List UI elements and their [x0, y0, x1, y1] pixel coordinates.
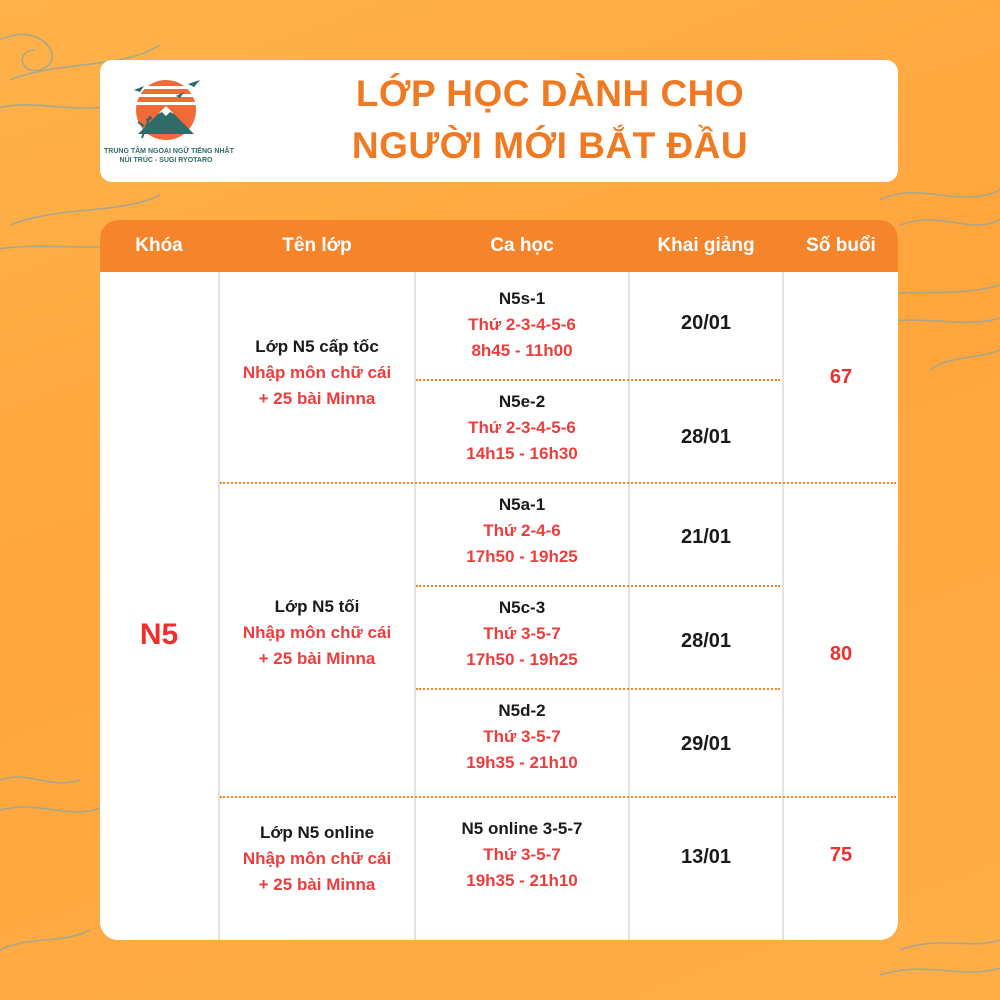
session-cell — [416, 389, 628, 467]
session-time: 17h50 - 19h25 — [466, 650, 578, 669]
session-count: 80 — [829, 643, 853, 665]
start-date: 21/01 — [680, 526, 732, 548]
column-header-class-name: Tên lớp — [282, 235, 352, 256]
session-days: Thứ 3-5-7 — [483, 845, 561, 864]
session-code: N5c-3 — [498, 598, 546, 617]
class-description: + 25 bài Minna — [258, 875, 376, 894]
session-code: N5a-1 — [498, 495, 546, 514]
session-cell — [416, 595, 628, 673]
row-divider — [416, 688, 780, 690]
start-date: 28/01 — [680, 630, 732, 652]
header-card — [100, 60, 898, 182]
column-header-start-date: Khai giảng — [657, 235, 755, 256]
row-divider — [220, 482, 896, 484]
session-days: Thứ 2-3-4-5-6 — [468, 315, 576, 334]
session-time: 19h35 - 21h10 — [466, 753, 578, 772]
session-cell — [416, 816, 628, 894]
class-name: Lớp N5 cấp tốc — [255, 337, 379, 356]
table-header — [100, 220, 898, 272]
column-header-session-count: Số buổi — [806, 235, 876, 256]
session-days: Thứ 3-5-7 — [483, 624, 561, 643]
class-name: Lớp N5 online — [259, 823, 375, 842]
session-days: Thứ 2-3-4-5-6 — [468, 418, 576, 437]
class-name: Lớp N5 tối — [274, 597, 360, 616]
session-cell — [416, 286, 628, 364]
class-description: + 25 bài Minna — [258, 649, 376, 668]
class-description: Nhập môn chữ cái — [242, 849, 392, 868]
session-time: 17h50 - 19h25 — [466, 547, 578, 566]
session-code: N5 online 3-5-7 — [461, 819, 583, 838]
class-description: + 25 bài Minna — [258, 389, 376, 408]
row-divider — [416, 379, 780, 381]
row-divider — [220, 796, 896, 798]
column-header-course: Khóa — [135, 235, 183, 256]
column-header-session: Ca học — [490, 235, 554, 256]
session-count: 75 — [829, 844, 853, 866]
class-name-cell — [220, 594, 414, 672]
session-time: 19h35 - 21h10 — [466, 871, 578, 890]
session-time: 14h15 - 16h30 — [466, 444, 578, 463]
session-code: N5s-1 — [498, 289, 546, 308]
course-code: N5 — [139, 618, 179, 651]
session-days: Thứ 3-5-7 — [483, 727, 561, 746]
center-logo — [104, 76, 234, 172]
logo-text-line1: TRUNG TÂM NGOẠI NGỮ TIẾNG NHẬT — [104, 148, 234, 155]
session-code: N5d-2 — [498, 701, 546, 720]
session-count: 67 — [829, 366, 853, 388]
class-description: Nhập môn chữ cái — [242, 623, 392, 642]
mount-fuji-logo-icon — [130, 76, 202, 146]
start-date: 28/01 — [680, 426, 732, 448]
session-cell — [416, 492, 628, 570]
session-days: Thứ 2-4-6 — [483, 521, 561, 540]
session-code: N5e-2 — [498, 392, 546, 411]
session-time: 8h45 - 11h00 — [471, 341, 573, 360]
start-date: 29/01 — [680, 733, 732, 755]
page-title-line2: NGƯỜI MỚI BẮT ĐẦU — [351, 125, 749, 166]
class-description: Nhập môn chữ cái — [242, 363, 392, 382]
class-name-cell — [220, 334, 414, 412]
schedule-table — [100, 220, 898, 940]
session-cell — [416, 698, 628, 776]
start-date: 20/01 — [680, 312, 732, 334]
logo-text-line2: NÚI TRÚC - SUGI RYOTARO — [119, 157, 213, 164]
column-divider — [628, 272, 630, 940]
row-divider — [416, 585, 780, 587]
start-date: 13/01 — [680, 846, 732, 868]
class-name-cell — [220, 820, 414, 898]
page-title-line1: LỚP HỌC DÀNH CHO — [355, 73, 745, 114]
